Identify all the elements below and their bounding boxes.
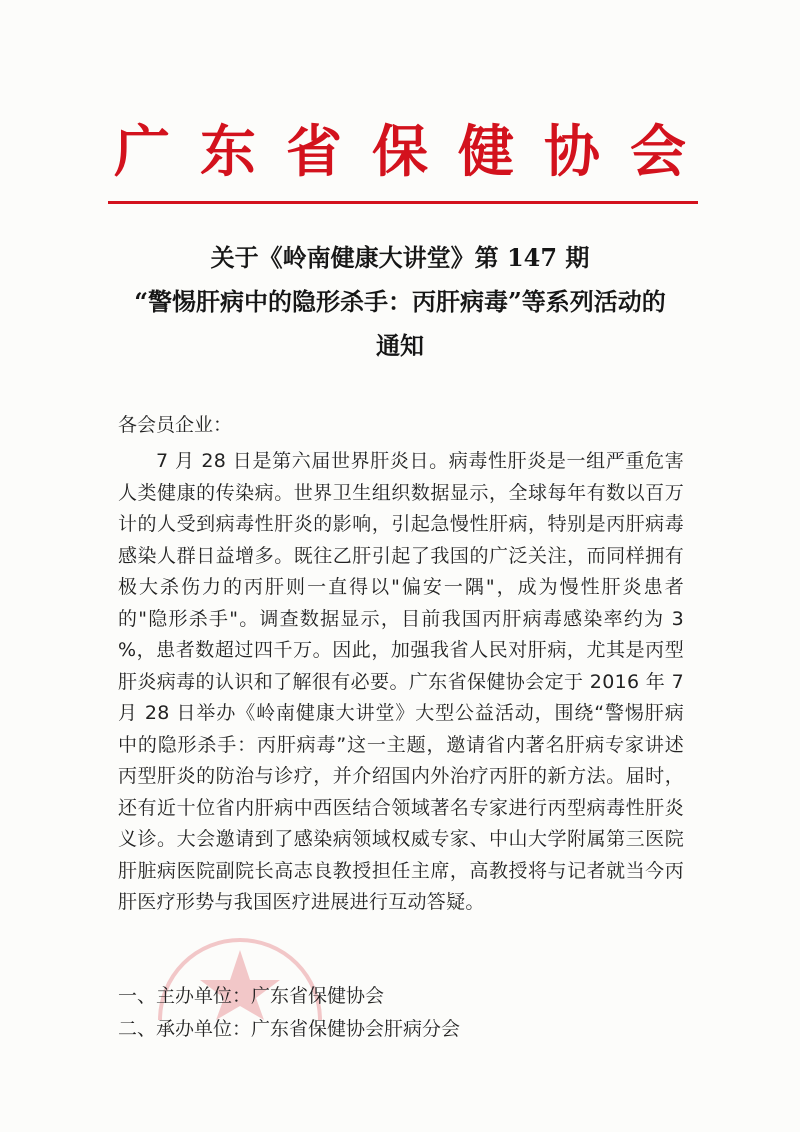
- organizer-item: 一、主办单位：广东省保健协会: [118, 985, 385, 1007]
- body-paragraph: 7 月 28 日是第六届世界肝炎日。病毒性肝炎是一组严重危害人类健康的传染病。世界卫生组织数据显示，全球每年有数以百万计的人受到病毒性肝炎的影响，引起急慢性肝病，特别是丙肝病毒感染人群日益增多。既往乙肝引起了我国的广泛关注，而同样拥有极大杀伤力的丙肝则一直得以"偏安一隅"，成为慢性肝炎患者的"隐形杀手"。调查数据显示，目前我国丙肝病毒感染率约为 3 %，患者数超过四千万。因此，加强我省人民对肝病，尤其是丙型肝炎病毒的认识和了解很有必要。广东省保健协会定于 2016 年 7 月 28 日举办《岭南健康大讲堂》大型公益活动，围绕“警惕肝病中的隐形杀手：丙肝病毒”这一主题，邀请省内著名肝病专家讲述丙型肝炎的防治与诊疗，并介绍国内外治疗丙肝的新方法。届时，还有近十位省内肝病中西医结合领域著名专家进行丙型病毒性肝炎义诊。大会邀请到了感染病领域权威专家、中山大学附属第三医院肝脏病医院副院长高志良教授担任主席，高教授将与记者就当今丙肝医疗形势与我国医疗进展进行互动答疑。: [118, 450, 684, 913]
- co-organizer-item: 二、承办单位：广东省保健协会肝病分会: [118, 1018, 461, 1040]
- header-red-rule: [108, 201, 698, 204]
- document-title-line-3: 通知: [376, 331, 424, 360]
- salutation: 各会员企业：: [118, 414, 233, 436]
- document-title-line-1: 关于《岭南健康大讲堂》第 147 期: [210, 243, 590, 272]
- organization-header: 广东省保健协会: [114, 119, 716, 185]
- document-title-line-2: “警惕肝病中的隐形杀手：丙肝病毒”等系列活动的: [134, 287, 666, 316]
